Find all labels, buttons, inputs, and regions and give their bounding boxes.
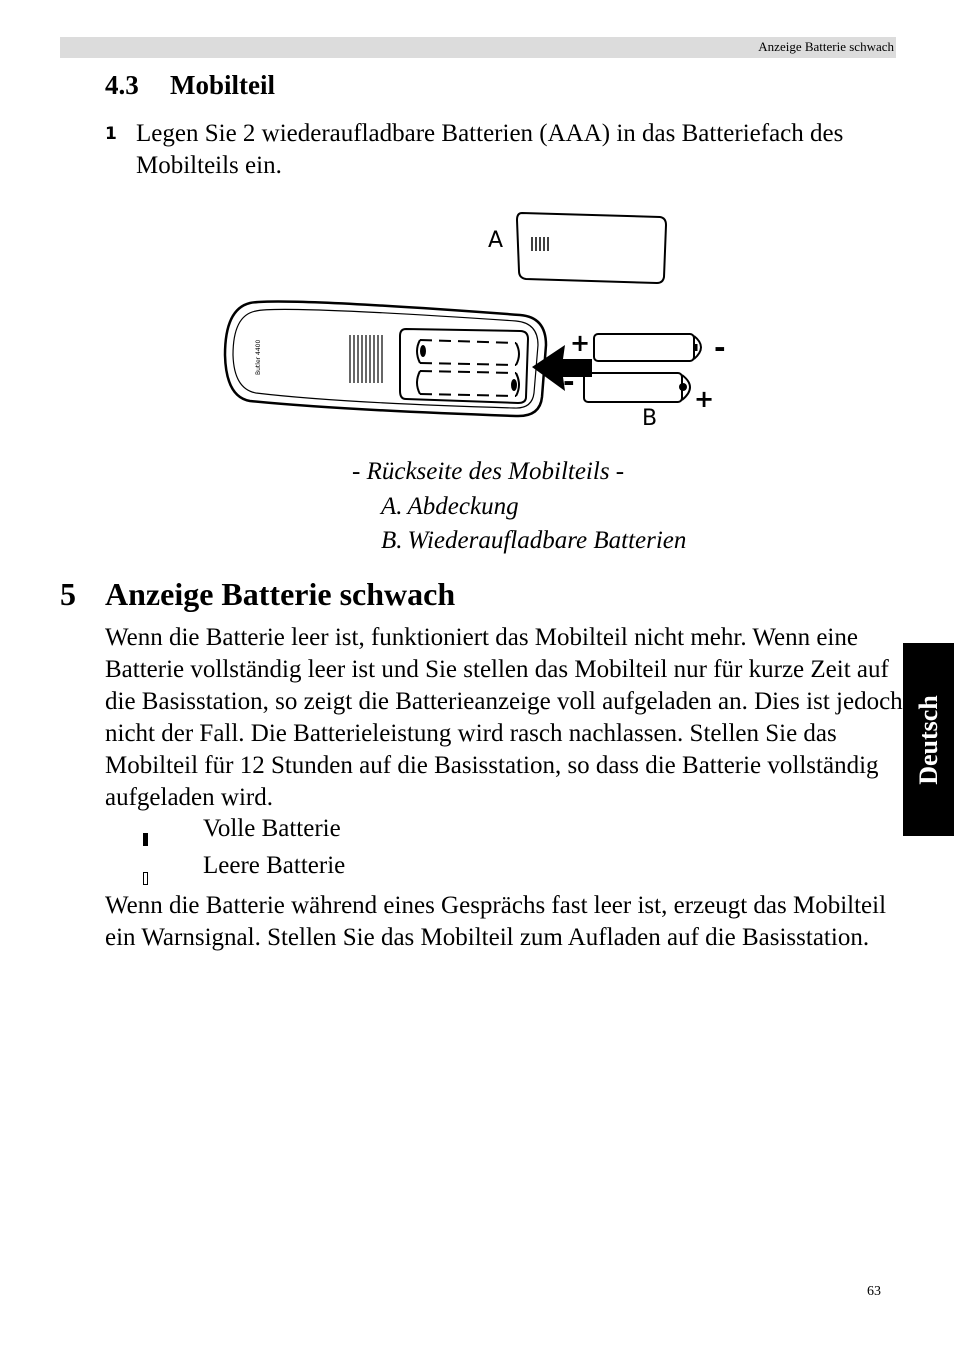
- battery-empty-label: Leere Batterie: [203, 852, 346, 879]
- step-text: Legen Sie 2 wiederaufladbare Batterien (AAA) in das Batteriefach des Mobilteils ein.: [136, 120, 844, 179]
- handset-illustration: [220, 205, 740, 440]
- section-4-3-title: Mobilteil: [170, 70, 275, 100]
- figure-caption-title: - Rückseite des Mobilteils -: [352, 458, 625, 485]
- section-5-paragraph-1: Wenn die Batterie leer ist, funktioniert das Mobilteil nicht mehr. Wenn eine Batterie vollständig leer ist und Sie stellen das Mobilteil nur für kurze Zeit auf die Basisstation, so zeigt die Batterieanzeige voll aufgeladen an. Dies ist jedoch nicht der Fall. Die Batterieleistung wird rasch nachlassen. Stellen Sie das Mobilteil für 12 Stunden auf die Basisstation, so dass die Batterie vollständig aufgeladen wird.: [105, 624, 903, 811]
- section-4-3-heading: [105, 70, 275, 101]
- figure-caption-a: A. Abdeckung: [381, 493, 519, 520]
- label-b: B: [642, 406, 658, 431]
- section-5-number: 5: [60, 576, 76, 612]
- section-5-heading: [60, 576, 455, 613]
- section-5-title: Anzeige Batterie schwach: [105, 576, 456, 612]
- handset-battery-figure: [220, 205, 740, 440]
- running-header: [60, 37, 896, 58]
- battery-1-plus-sign: +: [570, 329, 591, 357]
- speaker-grille-icon: [350, 335, 382, 383]
- label-a: A: [488, 228, 504, 253]
- battery-1: [594, 334, 701, 361]
- handset-body: [225, 302, 546, 417]
- cover-grip-icon: [532, 237, 548, 251]
- battery-empty-icon: [143, 872, 148, 885]
- page-number: 63: [867, 1284, 881, 1299]
- running-header-title: Anzeige Batterie schwach: [758, 39, 894, 54]
- battery-2-plus-sign: +: [694, 385, 715, 413]
- handset-brand-print: Butler 4400: [255, 339, 262, 375]
- language-tab-label: Deutsch: [913, 694, 943, 785]
- section-4-3-number: 4.3: [105, 70, 139, 100]
- battery-1-minus-sign: -: [714, 331, 726, 364]
- language-tab: [903, 643, 954, 836]
- battery-full-icon: [143, 833, 148, 846]
- battery-2-minus-sign: -: [563, 365, 575, 398]
- section-5-paragraph-2: Wenn die Batterie während eines Gesprächs fast leer ist, erzeugt das Mobilteil ein Warnsignal. Stellen Sie das Mobilteil zum Aufladen auf die Basisstation.: [105, 892, 887, 951]
- step-number: 1: [105, 124, 117, 144]
- figure-caption-b: B. Wiederaufladbare Batterien: [381, 527, 687, 554]
- battery-full-label: Volle Batterie: [203, 815, 341, 842]
- battery-2: [584, 373, 690, 402]
